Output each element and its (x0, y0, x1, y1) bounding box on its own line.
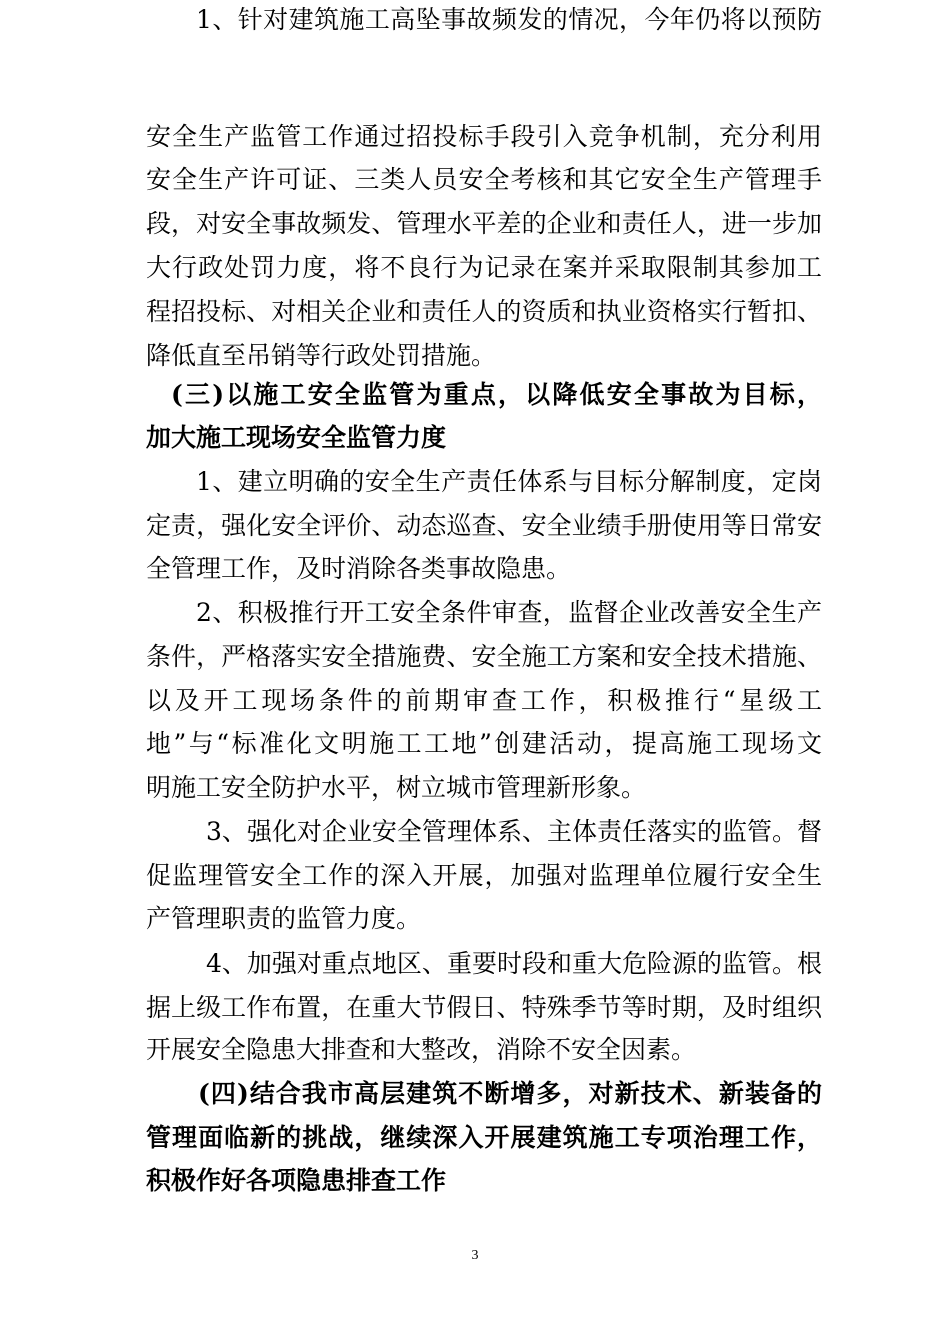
text-line: 3、强化对企业安全管理体系、主体责任落实的监管。督 (206, 817, 822, 846)
text-line: 段，对安全事故频发、管理水平差的企业和责任人，进一步加 (146, 209, 822, 238)
page-number: 3 (471, 1248, 479, 1263)
text-line: 明施工安全防护水平，树立城市管理新形象。 (146, 773, 647, 802)
text-line: 地”与“标准化文明施工工地”创建活动，提高施工现场文 (146, 729, 822, 758)
text-line: 产管理职责的监管力度。 (146, 904, 422, 933)
text-line: 2、积极推行开工安全条件审查，监督企业改善安全生产 (196, 598, 822, 627)
text-line: 降低直至吊销等行政处罚措施。 (146, 341, 497, 370)
text-line: 据上级工作布置，在重大节假日、特殊季节等时期，及时组织 (146, 993, 822, 1022)
text-line: 安全生产许可证、三类人员安全考核和其它安全生产管理手 (146, 165, 822, 194)
text-line: 1、建立明确的安全生产责任体系与目标分解制度，定岗 (196, 467, 822, 496)
text-line: 定责，强化安全评价、动态巡查、安全业绩手册使用等日常安 (146, 511, 822, 540)
text-line: 程招投标、对相关企业和责任人的资质和执业资格实行暂扣、 (146, 297, 822, 326)
text-line: 管理面临新的挑战，继续深入开展建筑施工专项治理工作， (146, 1123, 822, 1152)
text-line: 条件，严格落实安全措施费、安全施工方案和安全技术措施、 (146, 642, 822, 671)
text-line: 开展安全隐患大排查和大整改，消除不安全因素。 (146, 1035, 697, 1064)
text-line: (三)以施工安全监管为重点，以降低安全事故为目标， (171, 380, 822, 409)
text-line: 安全生产监管工作通过招投标手段引入竞争机制，充分利用 (146, 122, 822, 151)
text-line: 4、加强对重点地区、重要时段和重大危险源的监管。根 (206, 949, 822, 978)
text-line: 1、针对建筑施工高坠事故频发的情况，今年仍将以预防 (196, 5, 822, 34)
text-line: 大行政处罚力度，将不良行为记录在案并采取限制其参加工 (146, 253, 822, 282)
text-line: 积极作好各项隐患排查工作 (146, 1166, 447, 1195)
text-line: 以及开工现场条件的前期审查工作，积极推行“星级工 (146, 686, 822, 715)
text-line: 加大施工现场安全监管力度 (146, 423, 447, 452)
text-line: 促监理管安全工作的深入开展，加强对监理单位履行安全生 (146, 861, 822, 890)
text-line: 全管理工作，及时消除各类事故隐患。 (146, 554, 572, 583)
text-line: (四)结合我市高层建筑不断增多，对新技术、新装备的 (198, 1079, 822, 1108)
